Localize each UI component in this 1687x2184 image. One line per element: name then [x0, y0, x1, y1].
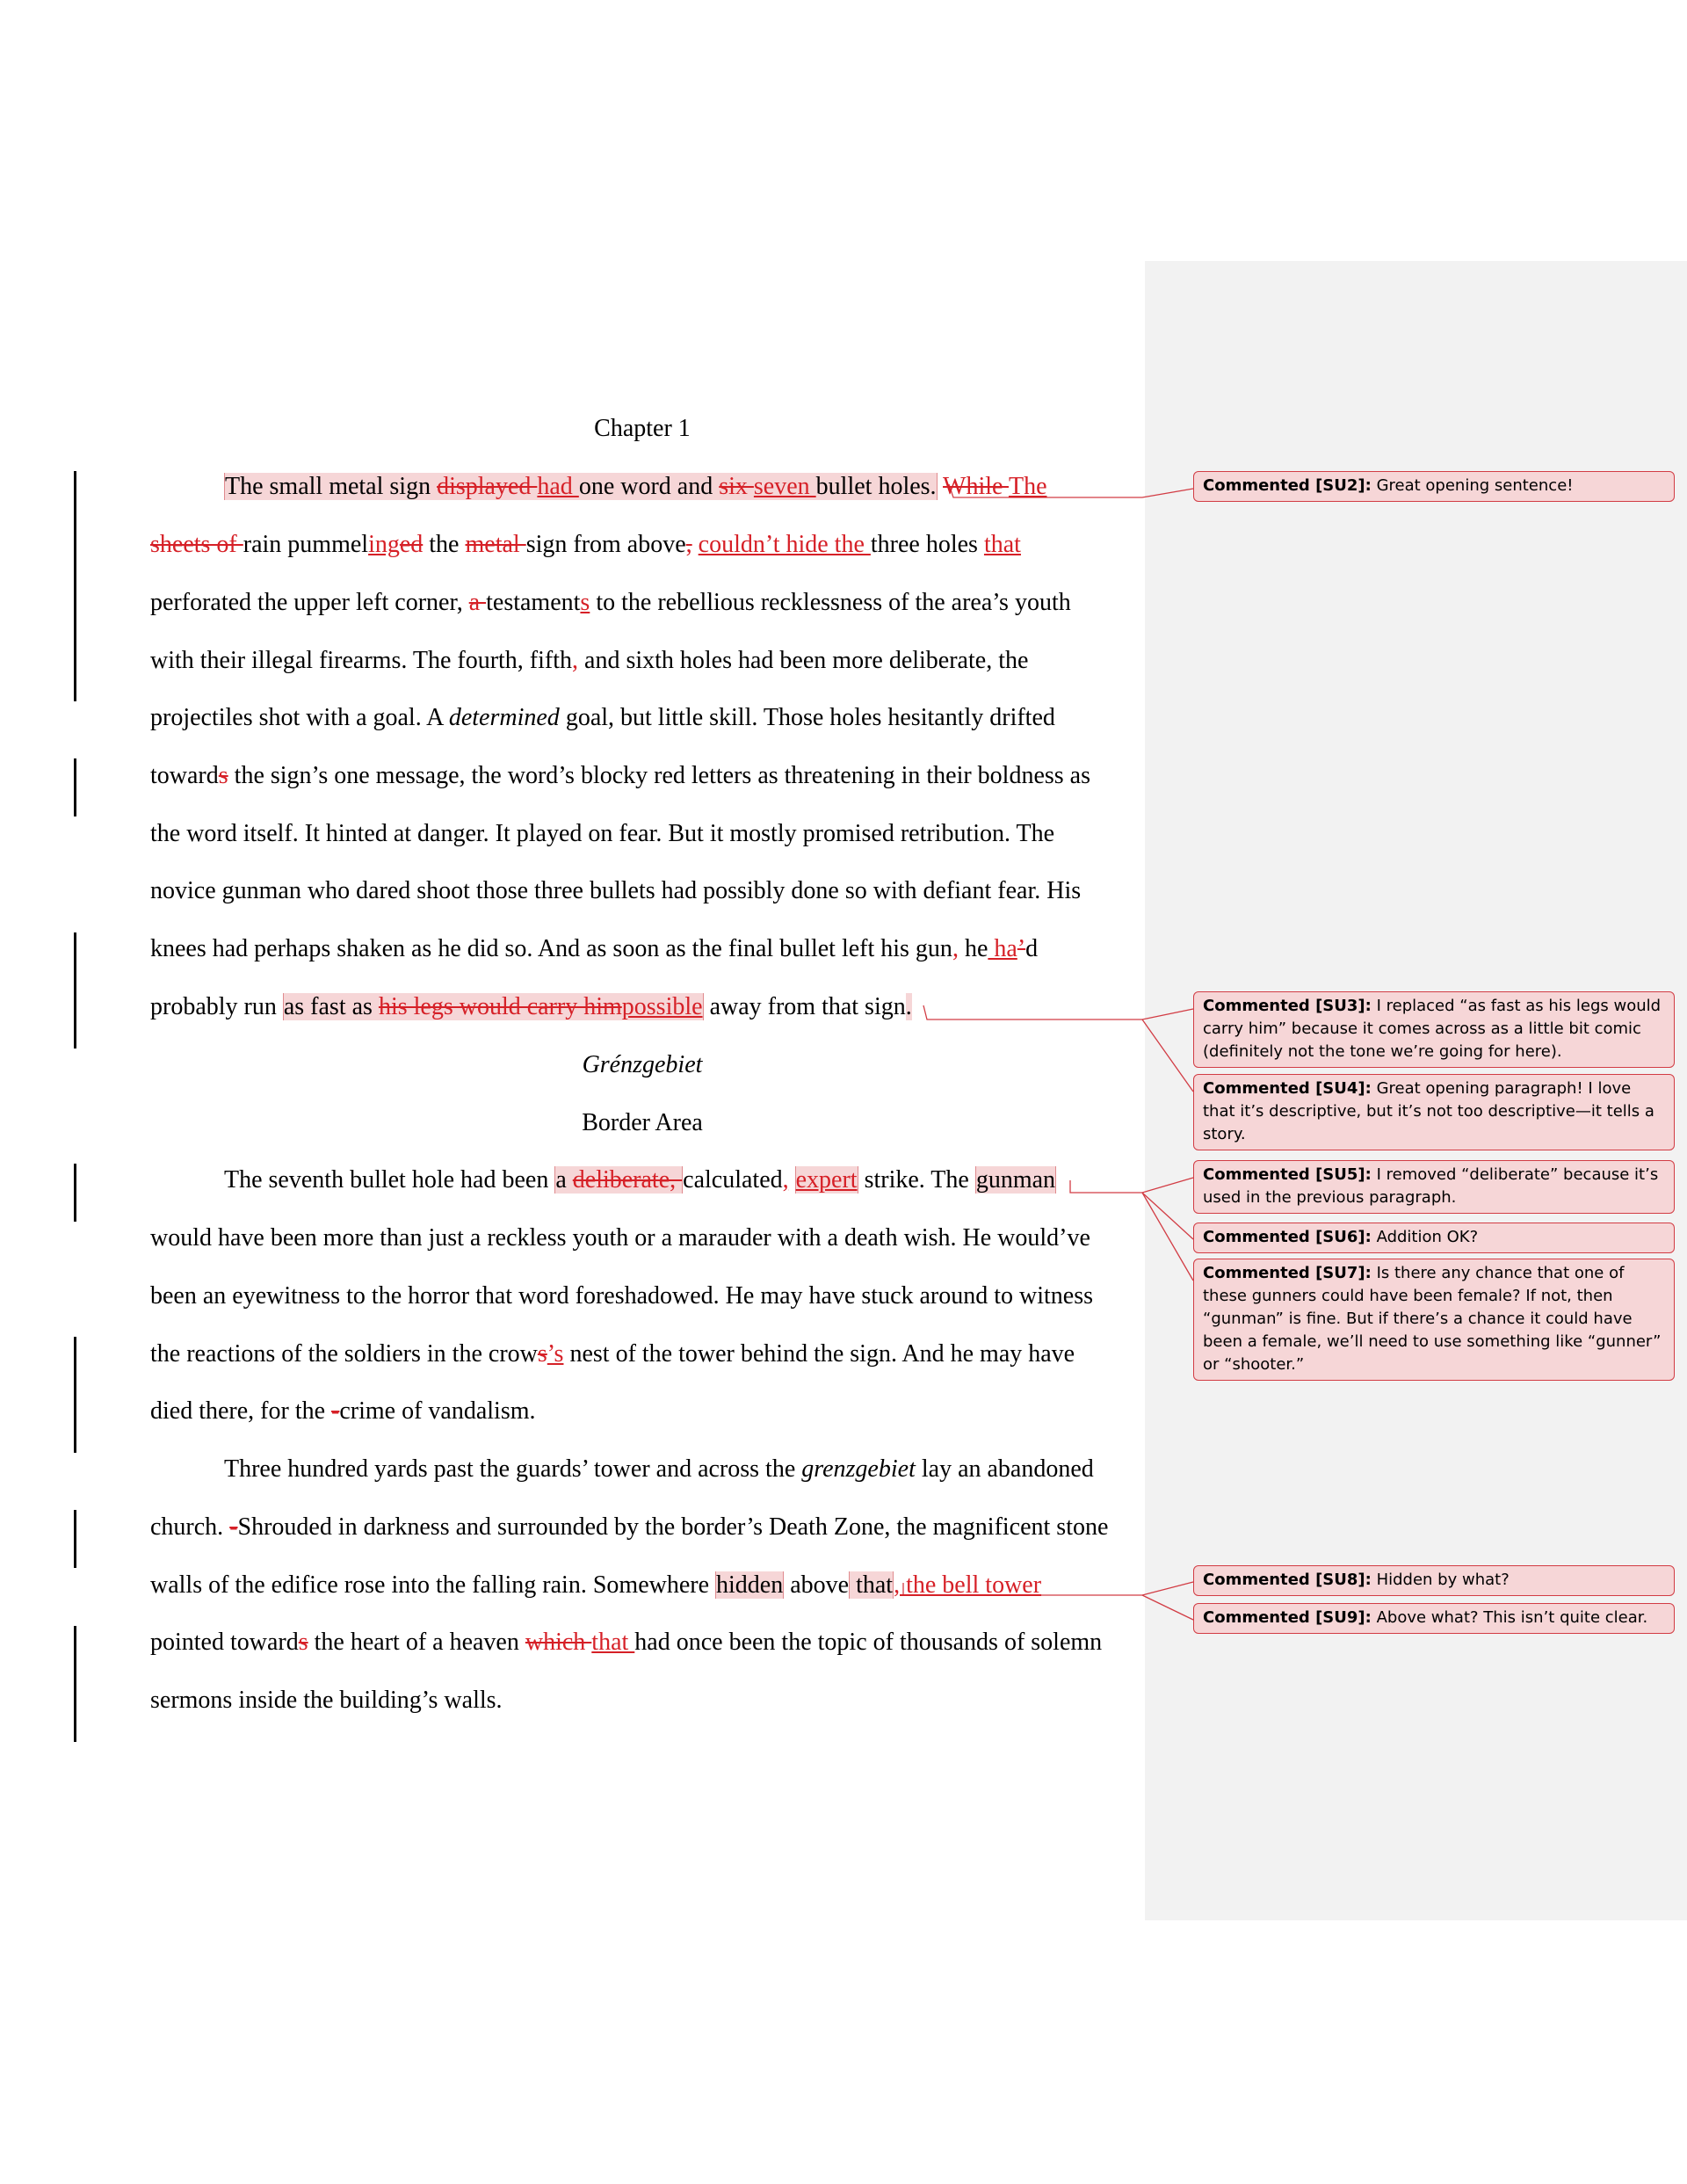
paragraph-1-line-10: probably run as fast as his legs would carry himpossible away from that sign. [150, 993, 912, 1020]
paragraph-1-line-9: knees had perhaps shaken as he did so. And as soon as the final bullet left his gun, he ha’d [150, 935, 1039, 962]
comment-su4[interactable]: Commented [SU4]: Great opening paragraph! I love that it’s descriptive, but it’s not too descriptive—it tells a story. [1193, 1074, 1675, 1150]
paragraph-2-line-1: The seventh bullet hole had been a deliberate, calculated, expert strike. The gunman [224, 1166, 1056, 1194]
comment-su2[interactable]: Commented [SU2]: Great opening sentence! [1193, 471, 1675, 502]
paragraph-1-line-1: The small metal sign displayed had one word and six seven bullet holes. While The [225, 473, 1047, 500]
comment-anchor-su6: expert [795, 1166, 858, 1194]
paragraph-2-line-3: been an eyewitness to the horror that word foreshadowed. He may have stuck around to witness [150, 1282, 1094, 1310]
paragraph-1-line-2: sheets of rain pummelinged the metal sign from above, couldn’t hide the three holes that [150, 531, 1021, 558]
comment-su9[interactable]: Commented [SU9]: Above what? This isn’t quite clear. [1193, 1603, 1675, 1634]
comment-anchor-su2: The small metal sign displayed had one word and six seven bullet holes. [225, 473, 937, 500]
section-title: Grénzgebiet [582, 1051, 703, 1078]
comment-anchor-su3: as fast as his legs would carry himpossible [283, 993, 703, 1020]
paragraph-1-line-6: towards the sign’s one message, the word’s blocky red letters as threatening in their boldness as [150, 762, 1090, 789]
chapter-heading: Chapter 1 [594, 415, 691, 442]
paragraph-1-line-5: projectiles shot with a goal. A determined goal, but little skill. Those holes hesitantly drifted [150, 704, 1055, 731]
comment-anchor-su5: a deliberate, [555, 1166, 683, 1194]
paragraph-3-line-2: church. -Shrouded in darkness and surrounded by the border’s Death Zone, the magnificent stone [150, 1513, 1109, 1541]
paragraph-3-line-3: walls of the edifice rose into the falling rain. Somewhere hidden above that, the bell tower [150, 1571, 1042, 1599]
paragraph-2-line-2: would have been more than just a reckless youth or a marauder with a death wish. He would’ve [150, 1224, 1090, 1252]
paragraph-3-line-1: Three hundred yards past the guards’ tower and across the grenzgebiet lay an abandoned [224, 1455, 1094, 1483]
paragraph-3-line-4: pointed towards the heart of a heaven which that had once been the topic of thousands of solemn [150, 1629, 1103, 1656]
paragraph-2-line-5: died there, for the -crime of vandalism. [150, 1397, 536, 1425]
comment-su6[interactable]: Commented [SU6]: Addition OK? [1193, 1223, 1675, 1253]
paragraph-1-line-7: the word itself. It hinted at danger. It played on fear. But it mostly promised retribution. The [150, 820, 1055, 847]
comment-anchor-su4: . [905, 993, 912, 1020]
paragraph-1-line-3: perforated the upper left corner, a testaments to the rebellious recklessness of the area’s youth [150, 589, 1071, 616]
section-subtitle: Border Area [582, 1109, 703, 1136]
comment-su5[interactable]: Commented [SU5]: I removed “deliberate” because it’s used in the previous paragraph. [1193, 1160, 1675, 1214]
comment-anchor-su7: gunman [975, 1166, 1056, 1194]
comment-su8[interactable]: Commented [SU8]: Hidden by what? [1193, 1565, 1675, 1596]
paragraph-1-line-4: with their illegal firearms. The fourth, fifth, and sixth holes had been more deliberate, the [150, 647, 1029, 674]
comment-anchor-su9: that [850, 1571, 894, 1599]
comment-su3[interactable]: Commented [SU3]: I replaced “as fast as his legs would carry him” because it comes across as a little bit comic (definitely not the tone we’re going for here). [1193, 991, 1675, 1068]
paragraph-2-line-4: the reactions of the soldiers in the crows’s nest of the tower behind the sign. And he may have [150, 1340, 1075, 1368]
comment-su7[interactable]: Commented [SU7]: Is there any chance that one of these gunners could have been female? If not, then “gunman” is fine. But if there’s a chance it could have been a female, we’ll need to use something like “gunner” or “shooter.” [1193, 1259, 1675, 1381]
paragraph-1-line-8: novice gunman who dared shoot those three bullets had possibly done so with defiant fear. His [150, 877, 1082, 904]
paragraph-3-line-5: sermons inside the building’s walls. [150, 1687, 503, 1714]
comment-anchor-su8: hidden [716, 1571, 784, 1599]
